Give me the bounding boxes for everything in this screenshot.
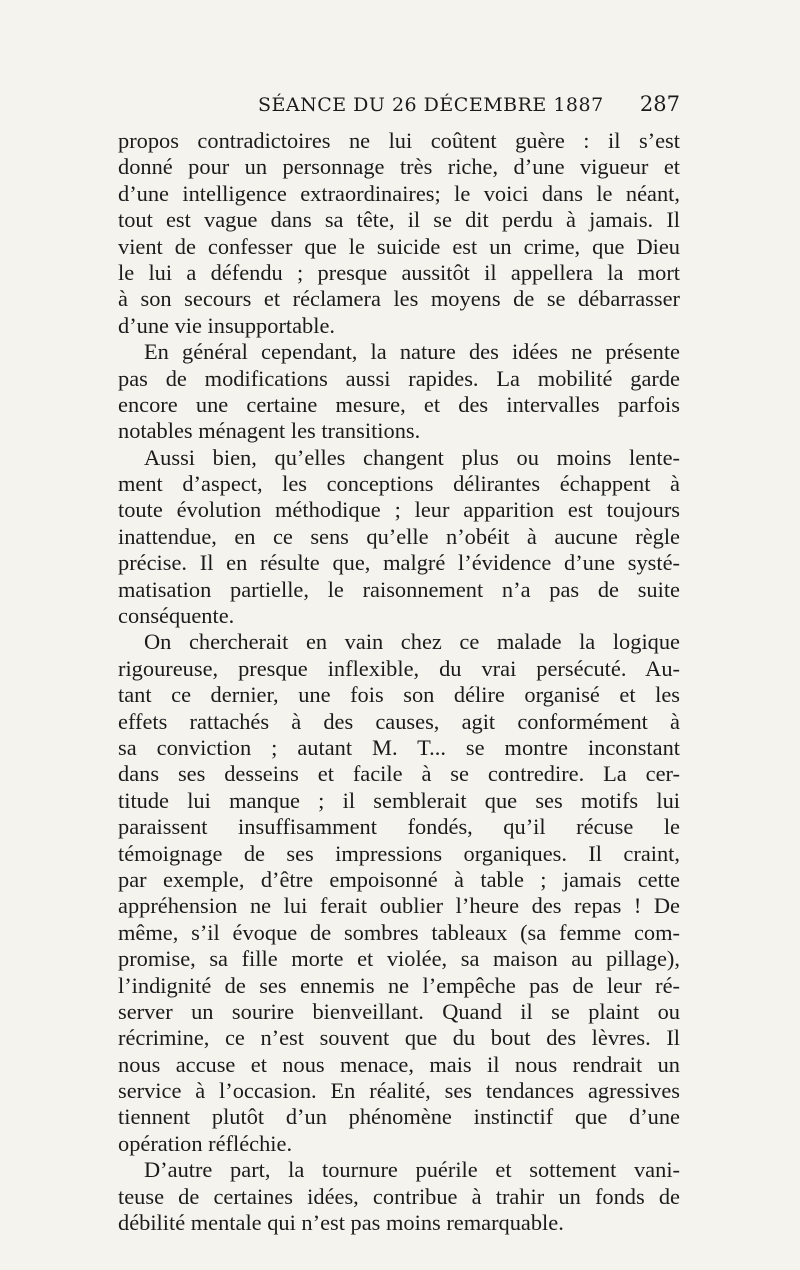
running-head [118, 90, 680, 122]
text-line: teuse de certaines idées, contribue à trahir un fonds de [118, 1183, 680, 1209]
text-line: En général cependant, la nature des idées ne présente [144, 339, 680, 365]
text-line: tant ce dernier, une fois son délire organisé et les [118, 682, 680, 708]
body-text [118, 128, 680, 1236]
paragraph [118, 1157, 680, 1236]
page-number: 287 [639, 92, 680, 116]
text-line: témoignage de ses impressions organiques. Il craint, [118, 840, 680, 866]
text-line: tiennent plutôt d’un phénomène instinctif que d’une [118, 1104, 680, 1130]
text-line: matisation partielle, le raisonnement n’a pas de suite [118, 576, 680, 602]
text-line: effets rattachés à des causes, agit conformément à [118, 708, 680, 734]
text-line: titude lui manque ; il semblerait que ses motifs lui [118, 787, 680, 813]
paragraph [118, 445, 680, 630]
text-line: pas de modifications aussi rapides. La mobilité garde [118, 365, 680, 391]
text-line: le lui a défendu ; presque aussitôt il appellera la mort [118, 259, 680, 285]
text-line: d’une vie insupportable. [118, 312, 336, 338]
running-title: SÉANCE DU 26 DÉCEMBRE 1887 [258, 94, 604, 116]
text-line: encore une certaine mesure, et des intervalles parfois [118, 391, 680, 417]
text-line: rigoureuse, presque inflexible, du vrai persécuté. Au- [118, 655, 680, 681]
text-line: ment d’aspect, les conceptions délirantes échappent à [118, 471, 680, 497]
text-line: Aussi bien, qu’elles changent plus ou moins lente- [144, 444, 680, 470]
text-line: débilité mentale qui n’est pas moins remarquable. [118, 1210, 564, 1236]
text-line: D’autre part, la tournure puérile et sottement vani- [144, 1157, 680, 1183]
text-line: conséquente. [118, 603, 235, 629]
text-line: donné pour un personnage très riche, d’une vigueur et [118, 154, 680, 180]
text-line: tout est vague dans sa tête, il se dit perdu à jamais. Il [118, 207, 680, 233]
text-line: dans ses desseins et facile à se contredire. La cer- [118, 761, 680, 787]
text-line: par exemple, d’être empoisonné à table ; jamais cette [118, 866, 680, 892]
text-line: notables ménagent les transitions. [118, 418, 421, 444]
text-line: server un sourire bienveillant. Quand il se plaint ou [118, 998, 680, 1024]
text-line: appréhension ne lui ferait oublier l’heure des repas ! De [118, 893, 680, 919]
text-line: vient de confesser que le suicide est un crime, que Dieu [118, 233, 680, 259]
text-line: inattendue, en ce sens qu’elle n’obéit à aucune règle [118, 523, 680, 549]
text-line: sa conviction ; autant M. T... se montre inconstant [118, 734, 680, 760]
text-line: opération réfléchie. [118, 1130, 293, 1156]
paragraph [118, 128, 680, 339]
paragraph [118, 629, 680, 1157]
text-line: paraissent insuffisamment fondés, qu’il récuse le [118, 814, 680, 840]
text-line: l’indignité de ses ennemis ne l’empêche pas de leur ré- [118, 972, 680, 998]
text-line: service à l’occasion. En réalité, ses tendances agressives [118, 1078, 680, 1104]
text-line: propos contradictoires ne lui coûtent guère : il s’est [118, 128, 680, 153]
text-line: nous accuse et nous menace, mais il nous rendrait un [118, 1051, 680, 1077]
text-line: récrimine, ce n’est souvent que du bout des lèvres. Il [118, 1025, 680, 1051]
text-line: On chercherait en vain chez ce malade la logique [144, 629, 680, 655]
text-line: à son secours et réclamera les moyens de se débarrasser [118, 286, 680, 312]
text-line: d’une intelligence extraordinaires; le voici dans le néant, [118, 180, 680, 206]
paragraph [118, 339, 680, 445]
text-line: toute évolution méthodique ; leur apparition est toujours [118, 497, 680, 523]
text-line: précise. Il en résulte que, malgré l’évidence d’une systé- [118, 550, 680, 576]
text-line: promise, sa fille morte et violée, sa maison au pillage), [118, 946, 680, 972]
text-line: même, s’il évoque de sombres tableaux (sa femme com- [118, 919, 680, 945]
